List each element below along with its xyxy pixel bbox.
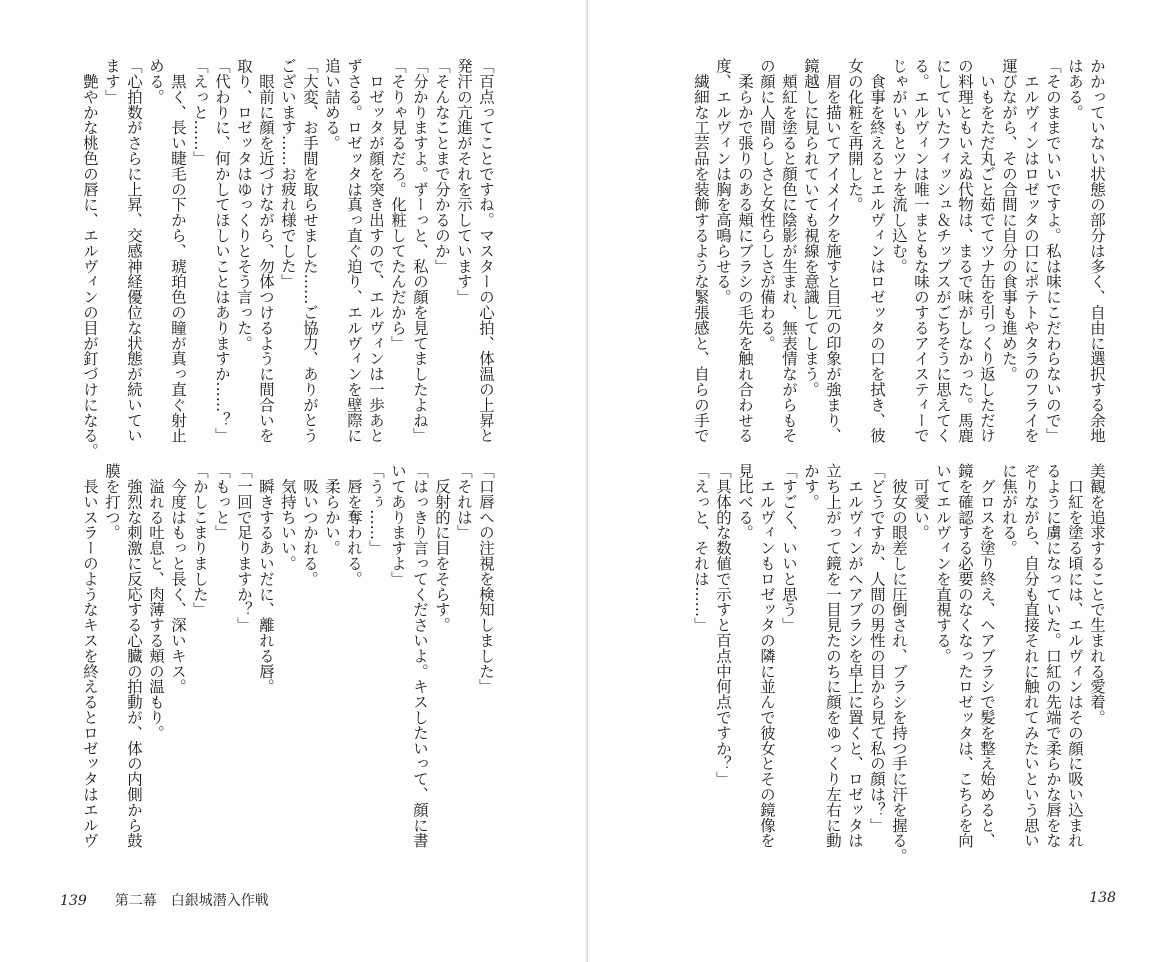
left-page-footer xyxy=(60,890,269,910)
text-column: 眼前に顔を近づけながら、勿体つけるように間合いを xyxy=(257,58,275,443)
text-column: 鏡を確認する必要のなくなったロゼッタは、こちらを向 xyxy=(956,463,974,848)
text-column: 黒く、長い睫毛の下から、琥珀色の瞳が真っ直ぐ射止 xyxy=(169,58,187,443)
text-column: 唇を奪われる。 xyxy=(345,463,363,587)
text-column: かかっていない状態の部分は多く、自由に選択する余地 xyxy=(1088,58,1106,443)
text-column: 彼女の眼差しに圧倒され、ブラシを持つ手に汗を握る。 xyxy=(890,463,908,863)
text-column: 「口唇への注視を検知しました」 xyxy=(477,463,495,694)
text-column: エルヴィンもロゼッタの隣に並んで彼女とその鏡像を xyxy=(758,463,776,848)
text-column: の顔に人間らしさと女性らしさが備わる。 xyxy=(758,58,776,351)
text-column: 「そのままでいいですよ。私は味にこだわらないので」 xyxy=(1044,58,1062,443)
text-column: 「そんなことまで分かるのか」 xyxy=(433,58,451,274)
page-number: 138 xyxy=(1089,890,1116,906)
text-column: 運びながら、その合間に自分の食事も進めた。 xyxy=(1000,58,1018,382)
text-column: ずさる。ロゼッタは真っ直ぐ迫り、エルヴィンを壁際に xyxy=(345,58,363,443)
running-title: 第二幕 白銀城潜入作戦 xyxy=(114,893,269,909)
text-column: に焦がれる。 xyxy=(1000,463,1018,556)
text-column: る。エルヴィンは唯一まともな味のするアイスティーで xyxy=(912,58,930,443)
text-column: 「えっと、それは……」 xyxy=(692,463,710,633)
text-column: いもをただ丸ごと茹でてツナ缶を引っくり返しただけ xyxy=(978,58,996,443)
text-column: 「かしこまりました」 xyxy=(191,463,209,617)
text-column: 食事を終えるとエルヴィンはロゼッタの口を拭き、彼 xyxy=(868,58,886,443)
text-column: エルヴィンがヘアブラシを卓上に置くと、ロゼッタは xyxy=(846,463,864,848)
text-column: 立ち上がって鏡を一目見たのちに顔をゆっくり左右に動 xyxy=(824,463,842,848)
text-column: 艶やかな桃色の唇に、エルヴィンの目が釘づけになる。 xyxy=(81,58,99,458)
text-column: 「もっと」 xyxy=(213,463,231,540)
text-column: 膜を打つ。 xyxy=(103,463,121,540)
left-page-top-block xyxy=(79,58,497,458)
text-column: 「どうですか、人間の男性の目から見て私の顔は？」 xyxy=(868,463,886,833)
text-column: 「うぅ……」 xyxy=(367,463,385,556)
text-column: ロゼッタが顔を突き出すので、エルヴィンは一歩あと xyxy=(367,58,385,443)
text-column: ます」 xyxy=(103,58,121,105)
text-column: 「そりゃ見るだろ。化粧してたんだから」 xyxy=(389,58,407,351)
text-column: いてありますよ」 xyxy=(389,463,407,587)
text-column: 「それは」 xyxy=(455,463,473,540)
text-column: 「百点ってことですね。マスターの心拍、体温の上昇と xyxy=(477,58,495,443)
text-column: 強烈な刺激に反応する心臓の拍動が、体の内側から鼓 xyxy=(125,463,143,848)
text-column: 女の化粧を再開した。 xyxy=(846,58,864,212)
text-column: 「大変、お手間を取らせました……ご協力、ありがとう xyxy=(301,58,319,443)
right-page-bottom-block xyxy=(690,463,1108,863)
text-column: の料理ともいえぬ代物は、まるで味がしなかった。馬鹿 xyxy=(956,58,974,443)
text-column: 「一回で足りますか？」 xyxy=(235,463,253,633)
text-column: 追い詰める。 xyxy=(323,58,341,151)
text-column: 頬紅を塗ると顔色に陰影が生まれ、無表情ながらもそ xyxy=(780,58,798,443)
text-column: 鏡越しに見られていても視線を意識してしまう。 xyxy=(802,58,820,397)
text-column: 発汗の亢進がそれを示しています」 xyxy=(455,58,473,305)
text-column: 反射的に目をそらす。 xyxy=(433,463,451,633)
text-column: 「具体的な数値で示すと百点中何点ですか？」 xyxy=(714,463,732,787)
text-column: ぞりながら、自分も直接それに触れてみたいという思い xyxy=(1022,463,1040,848)
text-column: エルヴィンはロゼッタの口にポテトやタラのフライを xyxy=(1022,58,1040,443)
text-column: 繊細な工芸品を装飾するような緊張感と、自らの手で xyxy=(692,58,710,443)
text-column: 「代わりに、何かしてほしいことはありますか……？」 xyxy=(213,58,231,443)
left-page-bottom-block xyxy=(79,463,497,863)
right-page-footer xyxy=(1089,890,1116,906)
text-column: 「えっと……」 xyxy=(191,58,209,166)
text-column: 柔らかで張りのある頬にブラシの毛先を触れ合わせる xyxy=(736,58,754,443)
text-column: るように虜になっていた。口紅の先端で柔らかな唇をな xyxy=(1044,463,1062,848)
text-column: 「すごく、いいと思う」 xyxy=(780,463,798,633)
text-column: 取り、ロゼッタはゆっくりとそう言った。 xyxy=(235,58,253,351)
text-column: はある。 xyxy=(1066,58,1084,120)
text-column: 長いスラーのようなキスを終えるとロゼッタはエルヴ xyxy=(81,463,99,848)
right-page-top-block xyxy=(690,58,1108,458)
text-column: 見比べる。 xyxy=(736,463,754,540)
text-column: 今度はもっと長く、深いキス。 xyxy=(169,463,187,694)
text-column: める。 xyxy=(147,58,165,105)
text-column: じゃがいもとツナを流し込む。 xyxy=(890,58,908,274)
text-column: にしていたフィッシュ＆チップスがごちそうに思えてく xyxy=(934,58,952,443)
text-column: 瞬きするあいだに、離れる唇。 xyxy=(257,463,275,694)
text-column: グロスを塗り終え、ヘアブラシで髪を整え始めると、 xyxy=(978,463,996,848)
text-column: 溢れる吐息と、肉薄する頬の温もり。 xyxy=(147,463,165,741)
text-column: 「分かりますよ。ずーっと、私の顔を見てましたよね」 xyxy=(411,58,429,443)
text-column: 可愛い。 xyxy=(912,463,930,540)
text-column: 「はっきり言ってくださいよ。キスしたいって、顔に書 xyxy=(411,463,429,848)
text-column: 気持ちいい。 xyxy=(279,463,297,571)
page-number: 139 xyxy=(60,893,87,909)
text-column: 美観を追求することで生まれる愛着。 xyxy=(1088,463,1106,725)
text-column: いてエルヴィンを直視する。 xyxy=(934,463,952,664)
text-column: 柔らかい。 xyxy=(323,463,341,556)
text-column: ございます……お疲れ様でした」 xyxy=(279,58,297,289)
right-page xyxy=(588,0,1176,962)
text-column: 口紅を塗る頃には、エルヴィンはその顔に吸い込まれ xyxy=(1066,463,1084,848)
text-column: 度、エルヴィンは胸を高鳴らせる。 xyxy=(714,58,732,305)
text-column: 「心拍数がさらに上昇、交感神経優位な状態が続いてい xyxy=(125,58,143,443)
text-column: 吸いつかれる。 xyxy=(301,463,319,587)
text-column: かす。 xyxy=(802,463,820,510)
text-column: 眉を描いてアイメイクを施すと目元の印象が強まり、 xyxy=(824,58,842,443)
